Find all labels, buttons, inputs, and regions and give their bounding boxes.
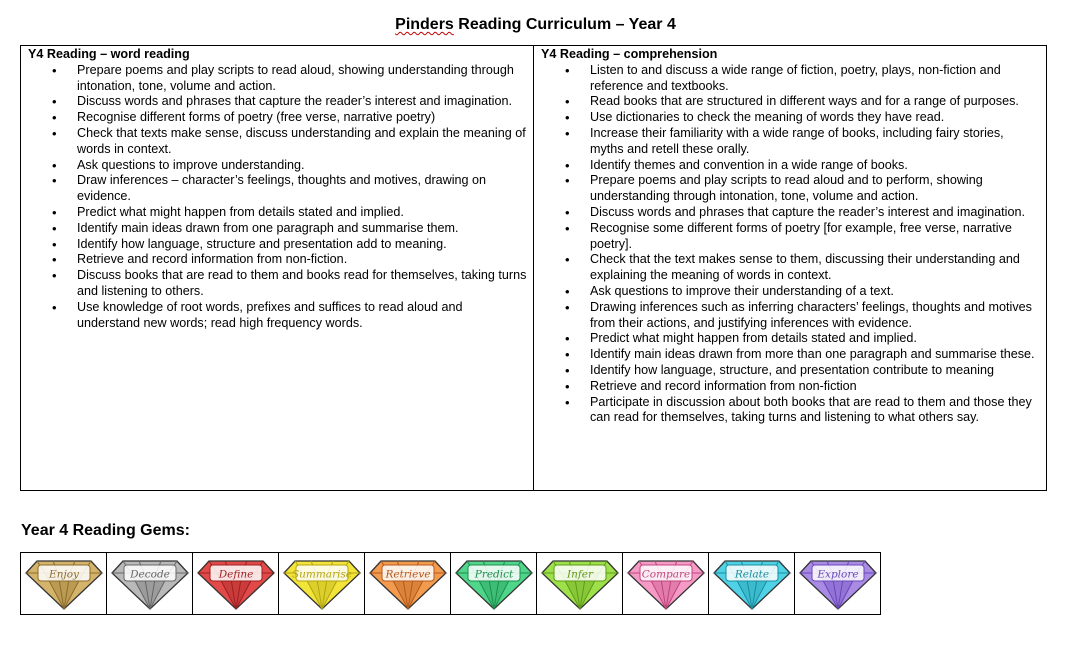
gems-table: [20, 552, 881, 615]
comprehension-list: [541, 63, 1040, 426]
gem-cell: [451, 553, 537, 614]
gem-predict-icon: [455, 558, 533, 610]
list-item: • Predict what might happen from details stated and implied.: [77, 205, 527, 221]
gem-decode-icon: [111, 558, 189, 610]
gem-explore-icon: [799, 558, 877, 610]
curriculum-table: [20, 45, 1047, 491]
gem-cell: [795, 553, 880, 614]
gem-cell: [365, 553, 451, 614]
gem-compare-icon: [627, 558, 705, 610]
gem-cell: [279, 553, 365, 614]
gem-cell: [623, 553, 709, 614]
gem-cell: [21, 553, 107, 614]
title-rest: Reading Curriculum – Year 4: [453, 16, 676, 33]
list-item: • Predict what might happen from details stated and implied.: [590, 331, 1040, 347]
comprehension-column: [534, 46, 1046, 490]
list-item: • Retrieve and record information from non-fiction.: [77, 252, 527, 268]
list-item: • Ask questions to improve understanding.: [77, 158, 527, 174]
list-item: • Recognise different forms of poetry (free verse, narrative poetry): [77, 110, 527, 126]
list-item: • Discuss words and phrases that capture the reader’s interest and imagination.: [590, 205, 1040, 221]
gem-label: Compare: [641, 568, 690, 580]
list-item: • Check that the text makes sense to them, discussing their understanding and explaining the meaning of words in context.: [590, 252, 1040, 284]
list-item: • Read books that are structured in different ways and for a range of purposes.: [590, 94, 1040, 110]
list-item: • Discuss books that are read to them and books read for themselves, taking turns and listening to others.: [77, 268, 527, 300]
list-item: • Listen to and discuss a wide range of fiction, poetry, plays, non-fiction and reference and textbooks.: [590, 63, 1040, 95]
gem-label: Define: [218, 568, 253, 580]
gem-label: Retrieve: [384, 568, 431, 580]
list-item: • Recognise some different forms of poetry [for example, free verse, narrative poetry].: [590, 221, 1040, 253]
gem-retrieve-icon: [369, 558, 447, 610]
list-item: • Check that texts make sense, discuss understanding and explain the meaning of words in context.: [77, 126, 527, 158]
list-item: • Identify how language, structure, and presentation contribute to meaning: [590, 363, 1040, 379]
page-title: [0, 16, 1071, 34]
list-item: • Identify themes and convention in a wide range of books.: [590, 158, 1040, 174]
gem-cell: [193, 553, 279, 614]
list-item: • Participate in discussion about both books that are read to them and those they can read for themselves, taking turns and listening to what others say.: [590, 395, 1040, 427]
list-item: • Identify main ideas drawn from more than one paragraph and summarise these.: [590, 347, 1040, 363]
gem-cell: [107, 553, 193, 614]
list-item: • Increase their familiarity with a wide range of books, including fairy stories, myths and retell these orally.: [590, 126, 1040, 158]
list-item: • Discuss words and phrases that capture the reader’s interest and imagination.: [77, 94, 527, 110]
word-reading-heading: Y4 Reading – word reading: [28, 47, 190, 61]
gem-relate-icon: [713, 558, 791, 610]
list-item: • Use knowledge of root words, prefixes and suffices to read aloud and understand new words; read high frequency words.: [77, 300, 527, 332]
list-item: • Identify main ideas drawn from one paragraph and summarise them.: [77, 221, 527, 237]
list-item: • Use dictionaries to check the meaning of words they have read.: [590, 110, 1040, 126]
gem-cell: [709, 553, 795, 614]
gem-label: Infer: [566, 568, 593, 580]
gem-cell: [537, 553, 623, 614]
gem-label: Decode: [129, 568, 170, 580]
list-item: • Retrieve and record information from non-fiction: [590, 379, 1040, 395]
gem-label: Explore: [816, 568, 859, 580]
word-reading-column: [21, 46, 534, 490]
gem-summarise-icon: [283, 558, 361, 610]
title-school-name: Pinders: [395, 16, 454, 33]
gem-infer-icon: [541, 558, 619, 610]
gems-title: Year 4 Reading Gems:: [21, 522, 190, 539]
gem-define-icon: [197, 558, 275, 610]
gem-label: Predict: [474, 568, 513, 580]
list-item: • Draw inferences – character’s feelings, thoughts and motives, drawing on evidence.: [77, 173, 527, 205]
gem-label: Enjoy: [48, 568, 79, 580]
comprehension-heading: Y4 Reading – comprehension: [541, 47, 718, 61]
list-item: • Prepare poems and play scripts to read aloud, showing understanding through intonation, tone, volume and action.: [77, 63, 527, 95]
gem-label: Relate: [734, 568, 769, 580]
list-item: • Prepare poems and play scripts to read aloud and to perform, showing understanding through intonation, tone, volume and action.: [590, 173, 1040, 205]
list-item: • Ask questions to improve their understanding of a text.: [590, 284, 1040, 300]
word-reading-list: [28, 63, 527, 332]
list-item: • Drawing inferences such as inferring characters’ feelings, thoughts and motives from their actions, and justifying inferences with evidence.: [590, 300, 1040, 332]
gem-enjoy-icon: [25, 558, 103, 610]
list-item: • Identify how language, structure and presentation add to meaning.: [77, 237, 527, 253]
gem-label: Summarise: [291, 568, 352, 580]
